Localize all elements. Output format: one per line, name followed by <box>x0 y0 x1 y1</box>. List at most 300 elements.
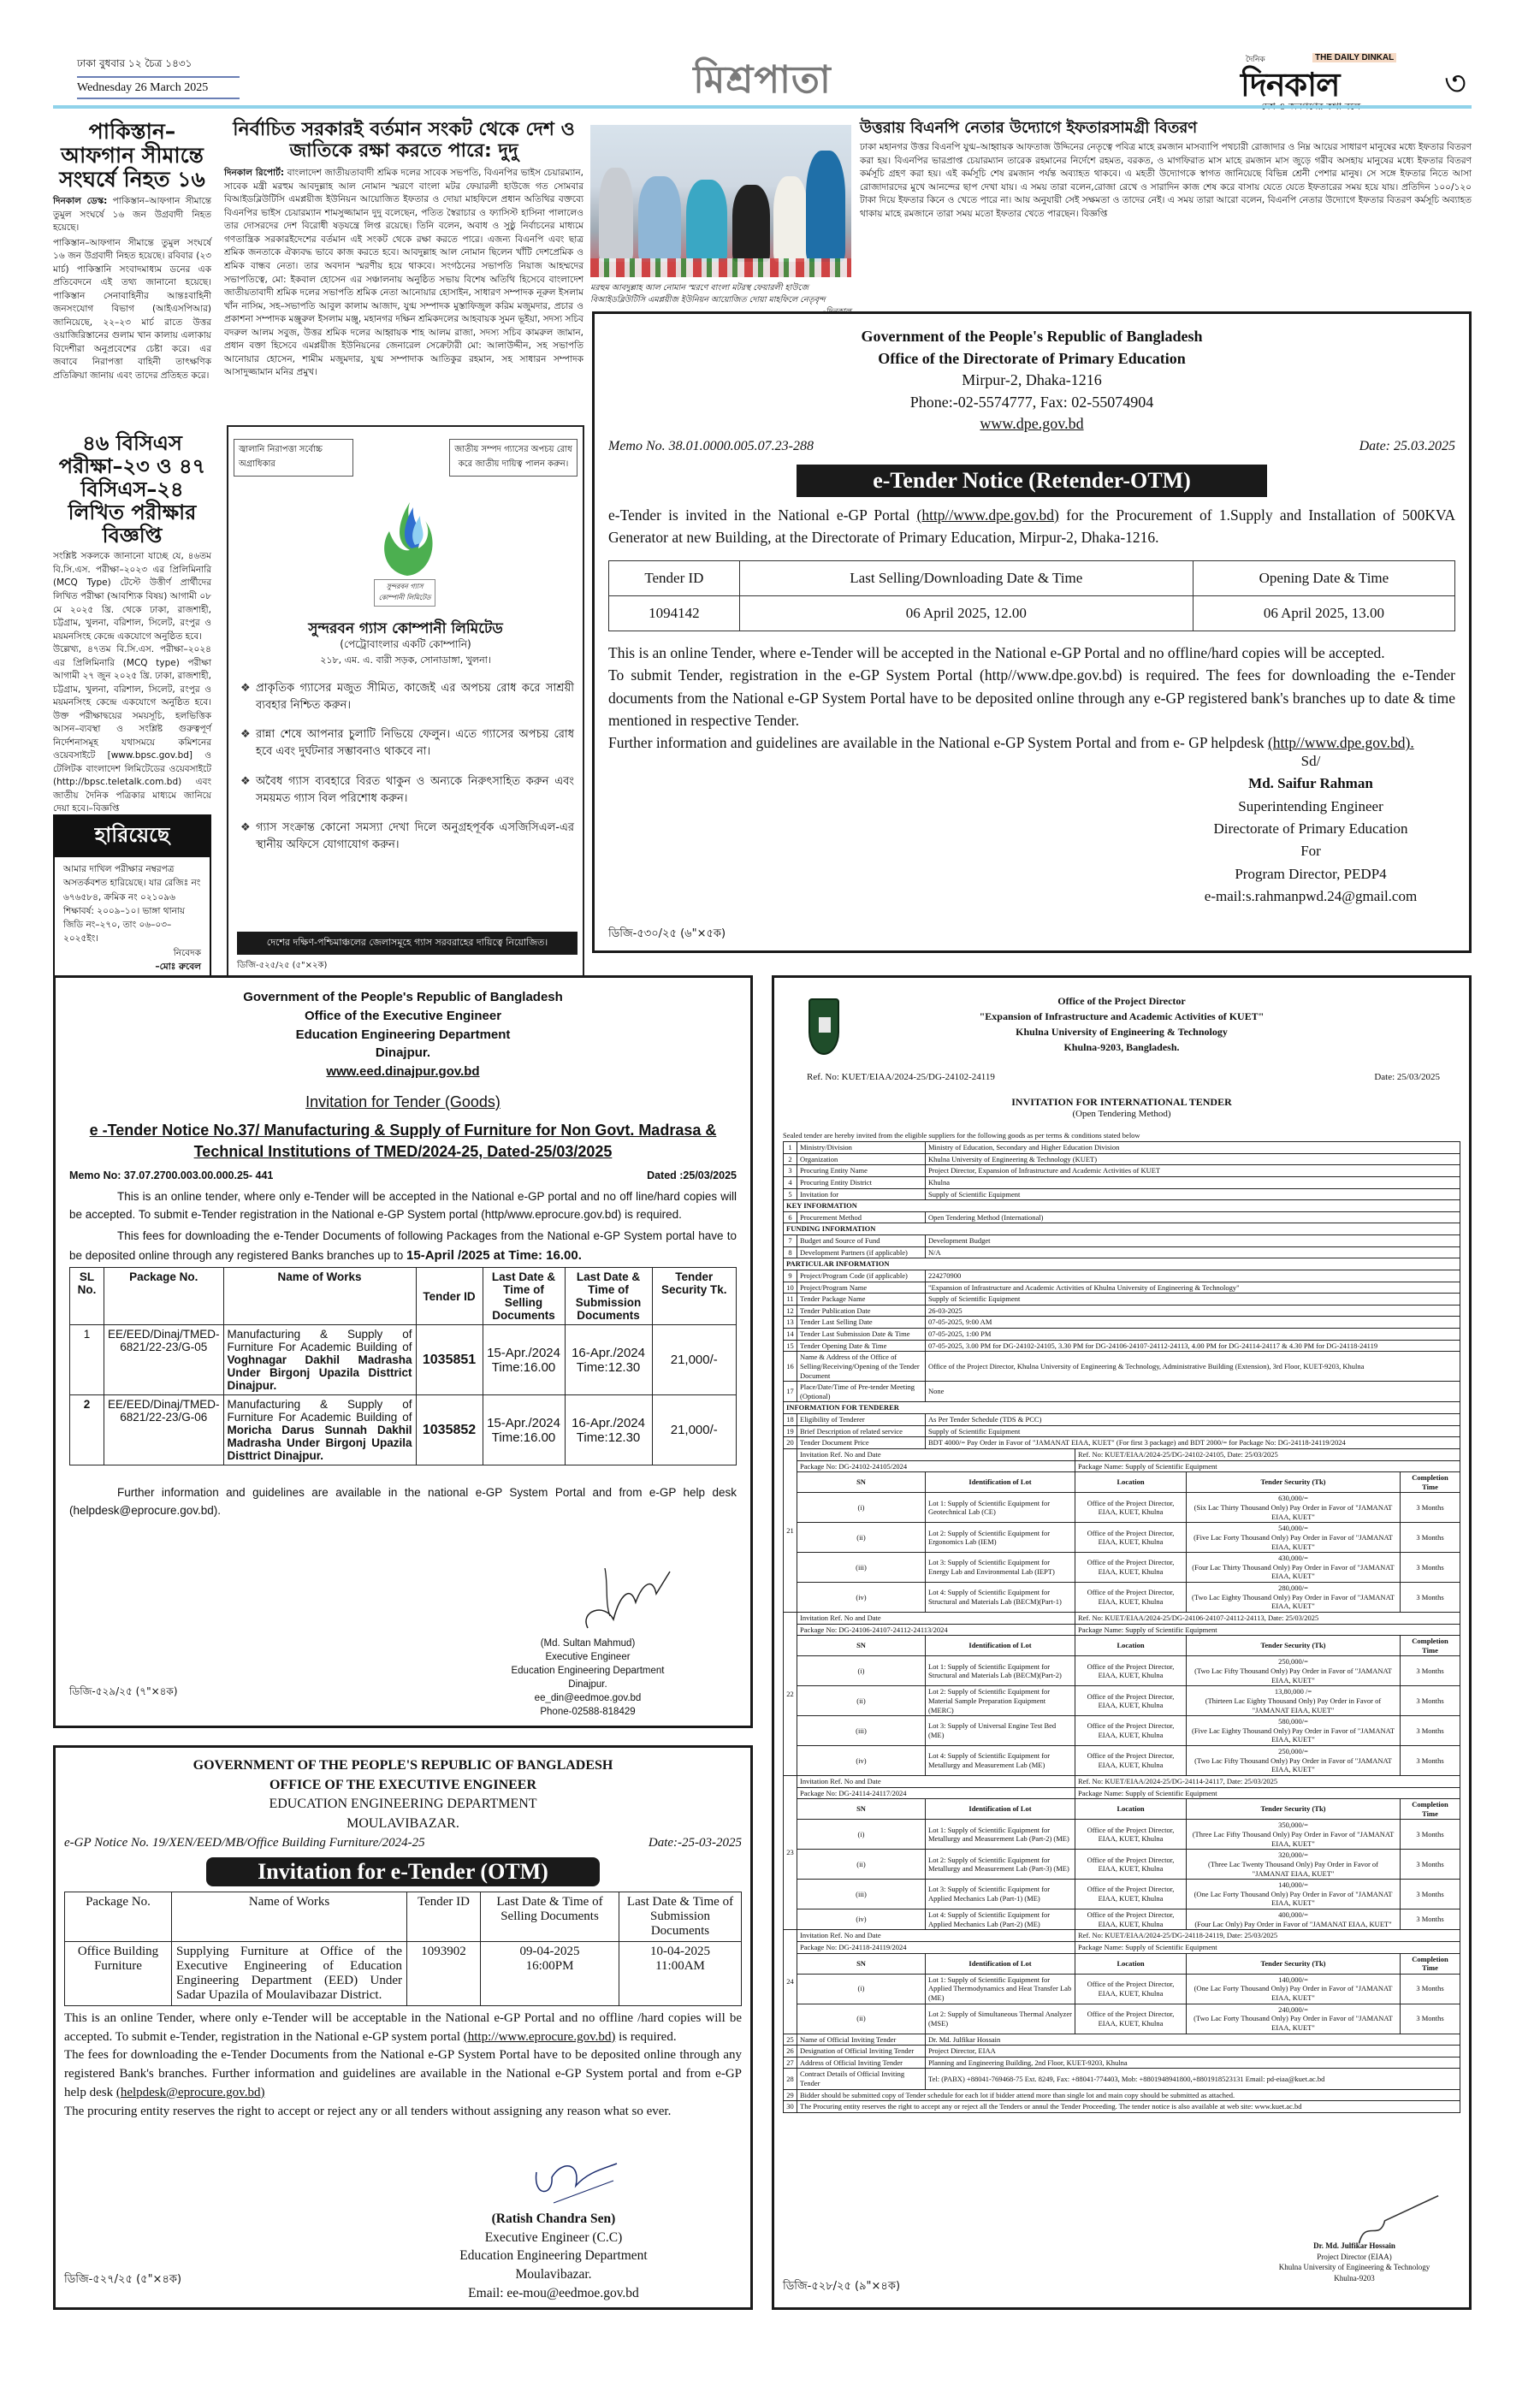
ref-row <box>807 1072 1440 1082</box>
tender-table <box>64 1892 742 2006</box>
security-words: (Five Lac Forty Thousand Only) Pay Order in Favor of "JAMANAT EIAA, KUET" <box>1194 1532 1393 1551</box>
row-number: 6 <box>784 1211 797 1223</box>
lost-text: আমার দাখিল পরীক্ষার নম্বরপত্র অসতর্কবশত হারিয়েছে। যার রেজিঃ নং ৬৭৬৫৮৪, ক্রমিক নং ০২১০৯৬ শিক্ষাবর্ষ: ২০০৯–১০। ভাঙ্গা থানায় জিডি নং–২৭০, তাং ০৬–০৩–২০২৫ইং। <box>63 864 201 944</box>
table-header-row <box>609 561 1455 596</box>
field-label: Brief Description of related service <box>797 1425 926 1437</box>
lot-location: Office of the Project Director, EIAA, KUET, Khulna <box>1075 2004 1187 2034</box>
security-amount: 580,000/= <box>1278 1717 1308 1726</box>
advice-item <box>240 726 574 761</box>
field-label: Invitation Ref. No and Date <box>797 1775 1075 1787</box>
security-amount: 140,000/= <box>1278 1975 1308 1984</box>
body-text: সংশ্লিষ্ট সকলকে জানানো যাচ্ছে যে, ৪৬তম বি.সি.এস. পরীক্ষা–২০২৩ এর প্রিলিমিনারি (MCQ Type) টেস্টে উত্তীর্ণ প্রার্থীদের লিখিত পরীক্ষা (আবশ্যিক বিষয়) আগামী ০৮ মে ২০২৫ খ্রি. থেকে ঢাকা, রাজশাহী, চট্টগ্রাম, খুলনা, বরিশাল, সিলেট, রংপুর ও ময়মনসিংহ কেন্দ্রে একযোগে অনুষ্ঠিত হবে। <box>53 551 211 642</box>
row-number: 3 <box>784 1165 797 1177</box>
for-title: Program Director, PEDP4 <box>1235 865 1387 882</box>
package-name-row <box>784 1787 1460 1799</box>
submission-deadline <box>619 1941 742 2005</box>
completion-time: 3 Months <box>1401 1974 1460 2004</box>
lot-identification: Lot 3: Supply of Scientific Equipment for Energy Lab and Environmental Lab (IEPT) <box>926 1553 1075 1583</box>
signatory-email[interactable]: e-mail:s.rahmanpwd.24@gmail.com <box>1204 888 1418 905</box>
security-words: (Three Lac Twenty Thousand Only) Pay Order in Favor of "JAMANAT EIAA, KUET" <box>1207 1859 1379 1878</box>
lot-row <box>784 1909 1460 1930</box>
security-amount: 350,000/= <box>1278 1821 1308 1830</box>
field-value: Office of the Project Director, Khulna University of Engineering & Technology, Administrative Building (Extension), 3rd Floor, KUET-9203, Khulna <box>926 1352 1460 1382</box>
paragraph: This is an online Tender, where e-Tender will be accepted in the National e-GP Portal and no offline/hard copies will be accepted. <box>608 644 1385 662</box>
package-name: Package Name: Supply of Scientific Equipment <box>1075 1624 1460 1636</box>
field-label: Eligibility of Tenderer <box>797 1414 926 1426</box>
lot-sn: (iii) <box>797 1880 926 1909</box>
issue-date-bn: ঢাকা বুধবার ১২ চৈত্র ১৪৩১ <box>77 56 240 78</box>
intro-text: for the Procurement of 1.Supply and Installation of 500KVA Generator at new Building, at the Directorate of Primary Education, Mirpur-2, Dhaka-1216. <box>608 506 1456 546</box>
table-row <box>784 1142 1460 1154</box>
paragraph-text: This is an online Tender, where only e-Tender will be acceptable in the National e-GP Portal and no offline /hard copies will be accepted. To submit e-Tender, registration in the National e-GP system portal <box>64 2010 742 2044</box>
table-row <box>784 1352 1460 1382</box>
signatory-email[interactable]: ee_din@eedmoe.gov.bd <box>534 1693 642 1704</box>
kuet-international-tender-notice <box>772 975 1472 2310</box>
security-words: (One Lac Forty Thousand Only) Pay Order in Favor of "JAMANAT EIAA, KUET" <box>1194 1984 1393 2002</box>
signatory-title: Executive Engineer (C.C) <box>484 2229 623 2245</box>
tender-security <box>1187 1909 1401 1930</box>
security-amount: 320,000/= <box>1278 1850 1308 1860</box>
security-words: (Five Lac Eighty Thousand Only) Pay Order in Favor of "JAMANAT EIAA, KUET" <box>1191 1726 1395 1744</box>
header-line: Khulna-9203, Bangladesh. <box>1063 1041 1180 1053</box>
field-value: 07-05-2025, 1:00 PM <box>926 1329 1460 1341</box>
tender-security <box>1187 1583 1401 1613</box>
tender-security <box>1187 2004 1401 2034</box>
logo-english: THE DAILY DINKAL <box>1312 53 1396 62</box>
notice-subtitle: (Open Tendering Method) <box>1072 1109 1171 1119</box>
signatory-office: Education Engineering Department <box>511 1666 665 1677</box>
paragraph <box>64 2046 742 2102</box>
signature-block <box>425 2210 682 2302</box>
completion-time: 3 Months <box>1401 1523 1460 1553</box>
selling-deadline <box>481 1941 619 2005</box>
column-header: Package No. <box>104 1268 224 1325</box>
signatory-phone: Phone-02588-818429 <box>540 1707 636 1718</box>
field-label: Invitation Ref. No and Date <box>797 1612 1075 1624</box>
row-number: 5 <box>784 1188 797 1200</box>
header-line: Government of the People's Republic of Bangladesh <box>243 990 563 1004</box>
body-text: পাকিস্তান–আফগান সীমান্তে তুমুল সংঘর্ষে ১৬ জন উগ্রবাদী নিহত হয়েছে। রবিবার (২৩ মার্চ) পাকিস্তানি সংবাদমাধ্যম ডনের এক প্রতিবেদনে এই তথ্য জানানো হয়েছে। পাকিস্তান সেনাবাহিনীর আন্তঃবাহিনী জনসংযোগ বিভাগ (আইএসপিআর) জানিয়েছে, ২২–২৩ মার্চ রাতে উত্তর ওয়াজিরিস্তানের গুলাম খান কালায় এলাকায় বিদেশীরা অনুপ্রবেশের চেষ্টা করে। এর জবাবে নিরাপত্তা বাহিনী তাৎক্ষণিক প্রতিক্রিয়া জানায় এবং তাদের প্রতিহত করে। <box>53 237 211 381</box>
field-value: Khulna <box>926 1176 1460 1188</box>
intro-text: Sealed tender are hereby invited from the eligible suppliers for the following goods as per terms & conditions stated below <box>783 1131 1140 1140</box>
field-label: Tender Opening Date & Time <box>797 1340 926 1352</box>
field-value: None <box>926 1382 1460 1402</box>
date: 09-04-2025 <box>519 1944 580 1958</box>
field-value: Project Director, Expansion of Infrastructure and Academic Activities of KUET <box>926 1165 1460 1177</box>
column-header: Tender ID <box>407 1892 481 1941</box>
lot-location: Office of the Project Director, EIAA, KUET, Khulna <box>1075 1583 1187 1613</box>
paragraph: Further information and guidelines are available in the national e-GP System Portal and from e-GP help desk (helpdesk@eprocure.gov.bd). <box>69 1486 737 1518</box>
time: Time:16.00 <box>491 1430 556 1445</box>
notice-banner: Invitation for e-Tender (OTM) <box>206 1857 600 1886</box>
paragraph: To submit Tender, registration in the e-GP System Portal (http//www.dpe.gov.bd) is required. The fees for downloading the e-Tender documents from the National e-GP System Portal have to be deposited online through any e-GP registered bank's branches up to date & time mentioned in respective Tender. <box>608 666 1455 729</box>
package-no: Office Building Furniture <box>65 1941 172 2005</box>
lot-sn: (iv) <box>797 1909 926 1930</box>
header-line: Phone:-02-5574777, Fax: 02-55074904 <box>909 393 1154 411</box>
tender-security: 21,000/- <box>652 1395 736 1465</box>
tender-security <box>1187 1820 1401 1850</box>
column-header: Name of Works <box>223 1268 416 1325</box>
lot-location: Office of the Project Director, EIAA, KUET, Khulna <box>1075 1909 1187 1930</box>
for-label: For <box>1300 843 1321 860</box>
time: 16:00PM <box>525 1958 574 1973</box>
dinajpur-eed-tender-notice <box>53 975 753 1728</box>
news-pak-afghan <box>53 120 211 384</box>
diamond-bullet-icon: ❖ <box>240 820 251 834</box>
date: 15-Apr./2024 <box>487 1345 560 1360</box>
security-words: (Four Lac Only) Pay Order in Favor of "JAMANAT EIAA, KUET" <box>1194 1919 1392 1928</box>
diamond-bullet-icon: ❖ <box>240 682 251 695</box>
column-header: Completion Time <box>1401 1472 1460 1493</box>
dpe-tender-notice <box>592 311 1472 953</box>
column-header: Tender Security Tk. <box>652 1268 736 1325</box>
field-value: Supply of Scientific Equipment <box>926 1294 1460 1306</box>
field-value: Dr. Md. Julfikar Hossain <box>926 2034 1460 2046</box>
field-label: Organization <box>797 1153 926 1165</box>
field-label: Development Partners (if applicable) <box>797 1246 926 1258</box>
header-line: Khulna University of Engineering & Technology <box>1016 1026 1228 1038</box>
package-number: Package No: DG-24102-24105/2024 <box>797 1460 1075 1472</box>
security-words: (Six Lac Thirty Thousand Only) Pay Order in Favor of "JAMANAT EIAA, KUET" <box>1194 1503 1393 1521</box>
website-link[interactable]: www.eed.dinajpur.gov.bd <box>326 1064 480 1079</box>
field-label: Name of Official Inviting Tender <box>797 2034 926 2046</box>
helpdesk-link[interactable]: (http//www.dpe.gov.bd). <box>1267 734 1414 752</box>
table-row <box>784 2089 1460 2101</box>
package-name-row <box>784 1624 1460 1636</box>
package-ref-row <box>784 1930 1460 1942</box>
lot-header-row <box>784 1636 1460 1656</box>
portal-link[interactable]: (http//www.dpe.gov.bd) <box>916 506 1059 524</box>
column-header: Name of Works <box>172 1892 407 1941</box>
row-number: 8 <box>784 1246 797 1258</box>
column-header: Tender Security (Tk) <box>1187 1799 1401 1820</box>
security-words: (Two Lac Eighty Thousand Only) Pay Order in Favor of "JAMANAT EIAA, KUET" <box>1192 1592 1395 1611</box>
security-amount: 540,000/= <box>1278 1524 1308 1533</box>
lot-sn: (i) <box>797 1820 926 1850</box>
table-row <box>784 1176 1460 1188</box>
works-institution: Voghnagar Dakhil Madrasha Under Birgonj Upazila Disttrict Dinajpur. <box>227 1353 412 1393</box>
advice-list <box>240 680 574 866</box>
tender-id: 1093902 <box>407 1941 481 2005</box>
field-value: Ref. No: KUET/EIAA/2024-25/DG-24102-24105, Date: 25/03/2025 <box>1075 1448 1460 1460</box>
kuet-crest-icon <box>808 998 839 1055</box>
time: 11:00AM <box>655 1958 705 1973</box>
notice-header <box>608 326 1455 435</box>
lot-row <box>784 1583 1460 1613</box>
security-amount: 13,80,000 /= <box>1274 1687 1312 1696</box>
table-row <box>784 1153 1460 1165</box>
newspaper-logo <box>1210 51 1466 113</box>
lot-location: Office of the Project Director, EIAA, KUET, Khulna <box>1075 1974 1187 2004</box>
opening-date: 06 April 2025, 13.00 <box>1193 596 1454 631</box>
lot-identification: Lot 2: Supply of Scientific Equipment for Metallurgy and Measurement Lab (Part-3) (ME) <box>926 1850 1075 1880</box>
signatory-place: Khulna-9203 <box>1334 2273 1375 2282</box>
field-label: Contract Details of Official Inviting Tender <box>797 2069 926 2089</box>
signatory-name: (Ratish Chandra Sen) <box>491 2211 616 2226</box>
package-number: Package No: DG-24118-24119/2024 <box>797 1941 1075 1953</box>
lot-row <box>784 1880 1460 1909</box>
selling-deadline <box>483 1395 565 1465</box>
lot-location: Office of the Project Director, EIAA, KUET, Khulna <box>1075 1820 1187 1850</box>
lede: পাকিস্তান–আফগান সীমান্তে তুমুল সংঘর্ষে ১৬ জন উগ্রবাদী নিহত হয়েছে। <box>53 196 211 234</box>
field-label: Invitation for <box>797 1188 926 1200</box>
lot-row <box>784 2004 1460 2034</box>
signatory-title: Superintending Engineer <box>1238 797 1383 814</box>
paragraph <box>69 1228 737 1265</box>
field-value: 07-05-2025, 9:00 AM <box>926 1317 1460 1329</box>
completion-time: 3 Months <box>1401 1850 1460 1880</box>
ad-code: ডিজি-৫২৫/২৫ (৫"×২ক) <box>237 961 328 970</box>
sl-no: 2 <box>70 1395 104 1465</box>
header-line: "Expansion of Infrastructure and Academic Activities of KUET" <box>979 1010 1265 1022</box>
photo-figure <box>773 176 808 262</box>
header-line: GOVERNMENT OF THE PEOPLE'S REPUBLIC OF BANGLADESH <box>192 1758 613 1773</box>
column-header: Location <box>1075 1472 1187 1493</box>
lot-identification: Lot 3: Supply of Universal Engine Test Bed (ME) <box>926 1716 1075 1746</box>
lot-sn: (i) <box>797 1974 926 2004</box>
table-row <box>784 1294 1460 1306</box>
package-ref-row <box>784 1448 1460 1460</box>
row-number: 20 <box>784 1437 797 1449</box>
column-header: Identification of Lot <box>926 1953 1075 1974</box>
field-value: 224270900 <box>926 1270 1460 1282</box>
tender-security <box>1187 1656 1401 1686</box>
sd-mark: Sd/ <box>1300 753 1321 769</box>
column-header: Location <box>1075 1799 1187 1820</box>
row-number: 18 <box>784 1414 797 1426</box>
header-line: Education Engineering Department <box>295 1027 511 1042</box>
security-words: (Four Lac Thirty Thousand Only) Pay Order in Favor of "JAMANAT EIAA, KUET" <box>1192 1562 1395 1581</box>
field-label: Tender Package Name <box>797 1294 926 1306</box>
row-number: 7 <box>784 1235 797 1247</box>
security-words: (Two Lac Forty Thousand Only) Pay Order in Favor of "JAMANAT EIAA, KUET" <box>1194 2014 1393 2032</box>
lot-row <box>784 1820 1460 1850</box>
table-row <box>784 1235 1460 1247</box>
intro-paragraph <box>608 504 1455 549</box>
tender-id: 1094142 <box>609 596 740 631</box>
diamond-bullet-icon: ❖ <box>240 728 251 742</box>
table-row <box>784 1382 1460 1402</box>
table-row <box>784 1305 1460 1317</box>
security-amount: 280,000/= <box>1278 1584 1308 1592</box>
column-header: SL No. <box>70 1268 104 1325</box>
completion-time: 3 Months <box>1401 1656 1460 1686</box>
ad-code: ডিজি-৫২৯/২৫ (৭"×৪ক) <box>69 1685 178 1697</box>
lost-sign-name: –মোঃ রুবেল <box>155 961 201 972</box>
row-number: 4 <box>784 1176 797 1188</box>
memo-row <box>69 1169 737 1181</box>
security-amount: 250,000/= <box>1278 1747 1308 1756</box>
logo-bangla: দিনকাল <box>1241 66 1340 104</box>
lot-location: Office of the Project Director, EIAA, KUET, Khulna <box>1075 1523 1187 1553</box>
row-number: 2 <box>784 1153 797 1165</box>
photo-figure <box>638 176 681 262</box>
submission-deadline <box>565 1395 652 1465</box>
advice-text: রান্না শেষে আপনার চুলাটি নিভিয়ে ফেলুন। এতে গ্যাসের অপচয় রোধ হবে এবং দুর্ঘটনার সম্ভাবনাও থাকবে না। <box>256 728 574 759</box>
security-amount: 630,000/= <box>1278 1494 1308 1503</box>
news-dudu <box>224 120 583 380</box>
tender-security <box>1187 1716 1401 1746</box>
section-title: PARTICULAR INFORMATION <box>784 1258 1460 1270</box>
table-row <box>784 1329 1460 1341</box>
body-text: ঢাকা মহানগর উত্তর বিএনপি যুগ্ম–আহ্বায়ক আফতাজ উদ্দিনের নেতৃত্বে পবিত্র মাহে রমজান মাসব্যাপি পথচারী রোজাদার ও নিম্ন আয়ের সাধারণ মানুষের মধ্যে ইফতার বিতরণ করা হয়। বিএনপির ভারপ্রাপ্ত চেয়ারম্যান তারেক রহমানের নির্দেশে রহমত, বরকত, ও মাগফিরাত মাস মাহে রমজান মাস জুড়ে গরীব অসহায় মানুষের মধ্যে ইফতার বিতরণ কর্মসূচি গ্রহণ করা হয়। এই কর্মসূচি শেষ রমজান পর্যন্ত অব্যাহত থাকবে। এ মহতী উদ্যোগকে স্বাগত জানিয়েছে বিভিন্ন শ্রেনী পেশার মানুষ। সে সঙ্গে ইফতার নিতে আসা রোজাদারদের মুখে আনন্দের ছাপ দেখা যায়। এ সময় তারা বলেন,রোজা রেখে ও সারাদিন কাজ শেষ করে বাসায় যেতে যেতে ইফতারের সময় হয়ে যায়। প্রতিদিন ১০০/১২০ টাকা দিয়ে ইফতার কিনে ও খেতে পারে না। আয় অনুযায়ী সেই সক্ষমতা ও তাদের নেই। এ সময় তারা আরো বলেন, বিএনপি নেতার উদ্যোগে ইফতার বিতরণ কর্মসূচি অব্যাহত থাকায় মাহে রমজানে তারা সময় মতো ইফতার খেতে পারছেন। বিজ্ঞপ্তি <box>860 142 1472 219</box>
completion-time: 3 Months <box>1401 1716 1460 1746</box>
row-number: 10 <box>784 1282 797 1294</box>
news-uttara-iftar <box>860 120 1472 221</box>
signatory-office: Khulna University of Engineering & Technology <box>1278 2263 1430 2272</box>
table-row <box>784 2069 1460 2089</box>
lot-location: Office of the Project Director, EIAA, KUET, Khulna <box>1075 1746 1187 1776</box>
security-words: (Two Lac Fifty Thousand Only) Pay Order in Favor of "JAMANAT EIAA, KUET" <box>1194 1667 1392 1684</box>
column-header: Identification of Lot <box>926 1472 1075 1493</box>
table-row <box>70 1325 737 1395</box>
handwritten-signature-icon <box>528 2155 622 2206</box>
signatory-email[interactable]: Email: ee-mou@eedmoe.gov.bd <box>468 2285 639 2300</box>
column-header: Identification of Lot <box>926 1636 1075 1656</box>
selling-deadline <box>483 1325 565 1395</box>
lot-sn: (iii) <box>797 1716 926 1746</box>
tender-table <box>608 560 1455 631</box>
lot-row <box>784 1553 1460 1583</box>
works-name <box>223 1395 416 1465</box>
lot-identification: Lot 1: Supply of Scientific Equipment for Applied Thermodynamics and Heat Transfer Lab (ME) <box>926 1974 1075 2004</box>
lot-identification: Lot 1: Supply of Scientific Equipment for Metallurgy and Measurement Lab (Part-2) (ME) <box>926 1820 1075 1850</box>
completion-time: 3 Months <box>1401 1909 1460 1930</box>
field-value: Bidder should be submitted copy of Tender schedule for each lot if bidder attend more than single lot and main copy should be submitted as attached. <box>797 2089 1460 2101</box>
table-row <box>784 1282 1460 1294</box>
advice-text: প্রাকৃতিক গ্যাসের মজুত সীমিত, কাজেই এর অপচয় রোধ করে সাশ্রয়ী ব্যবহার নিশ্চিত করুন। <box>256 682 574 713</box>
photo-figure <box>686 180 727 262</box>
field-label: Procuring Entity District <box>797 1176 926 1188</box>
row-number: 25 <box>784 2034 797 2046</box>
field-value: Ministry of Education, Secondary and Higher Education Division <box>926 1142 1460 1154</box>
lot-identification: Lot 1: Supply of Scientific Equipment for Structural and Materials Lab (BECM)(Part-2) <box>926 1656 1075 1686</box>
helpdesk-link[interactable]: (helpdesk@eprocure.gov.bd) <box>116 2085 265 2099</box>
field-value: Tel: (PABX) +88041-769468-75 Ext. 8249, Fax: +88041-774403, Mob: +8801948941800,+8801918523131 Email: pd-eiaa@kuet.ac.bd <box>926 2069 1460 2089</box>
field-label: Project/Program Code (if applicable) <box>797 1270 926 1282</box>
article-body <box>53 550 211 816</box>
table-header-row <box>65 1892 742 1941</box>
lot-sn: (ii) <box>797 1523 926 1553</box>
lot-identification: Lot 4: Supply of Scientific Equipment for Structural and Materials Lab (BECM)(Part-1) <box>926 1583 1075 1613</box>
time: Time:16.00 <box>491 1359 556 1375</box>
memo-row <box>608 439 1455 454</box>
field-label: Tender Last Submission Date & Time <box>797 1329 926 1341</box>
website-link[interactable]: www.dpe.gov.bd <box>980 415 1084 433</box>
lot-row <box>784 1686 1460 1716</box>
invitation-heading: Invitation for Tender (Goods) <box>305 1092 500 1110</box>
ad-tag-right: জাতীয় সম্পদ গ্যাসের অপচয় রোধ করে জাতীয় দায়িত্ব পালন করুন। <box>449 439 578 477</box>
lot-row <box>784 1974 1460 2004</box>
advice-text: গ্যাস সংক্রান্ত কোনো সমস্যা দেখা দিলে অনুগ্রহপূর্বক এসজিসিএল-এর স্থানীয় অফিসে যোগাযোগ করুন। <box>256 820 574 851</box>
lot-location: Office of the Project Director, EIAA, KUET, Khulna <box>1075 1716 1187 1746</box>
lot-row <box>784 1716 1460 1746</box>
notice-header <box>783 993 1460 1055</box>
field-value: 26-03-2025 <box>926 1305 1460 1317</box>
column-header: Completion Time <box>1401 1799 1460 1820</box>
lot-sn: (iv) <box>797 1746 926 1776</box>
field-label: Ministry/Division <box>797 1142 926 1154</box>
news-photo <box>590 125 851 277</box>
field-value: Planning and Engineering Building, 2nd Floor, KUET-9203, Khulna <box>926 2057 1460 2069</box>
header-line: Dinajpur. <box>375 1045 431 1061</box>
column-header: Location <box>1075 1953 1187 1974</box>
tender-table <box>69 1267 737 1465</box>
security-amount: 400,000/= <box>1278 1910 1308 1919</box>
signatory-place: Moulavibazar. <box>515 2267 592 2282</box>
tender-security <box>1187 1850 1401 1880</box>
row-number: 22 <box>784 1612 797 1775</box>
security-words: (Thirteen Lac Eighty Thousand Only) Pay Order in Favor of "JAMANAT EIAA, KUET" <box>1205 1696 1382 1714</box>
ad-footer-band: দেশের দক্ষিণ-পশ্চিমাঞ্চলের জেলাসমূহে গ্যাস সরবরাহের দায়িত্বে নিয়োজিত। <box>237 932 578 955</box>
package-name-row <box>784 1941 1460 1953</box>
byline: দিনকাল ডেস্ক: <box>53 196 108 206</box>
column-header: Completion Time <box>1401 1953 1460 1974</box>
lost-notice <box>53 814 211 977</box>
signatory-office: Directorate of Primary Education <box>1213 820 1408 838</box>
headline: পাকিস্তান–আফগান সীমান্তে সংঘর্ষে নিহত ১৬ <box>59 119 205 192</box>
lot-sn: (ii) <box>797 1850 926 1880</box>
works-text: Manufacturing & Supply of Furniture For Academic Building of <box>227 1398 412 1424</box>
row-number: 16 <box>784 1352 797 1382</box>
field-value: Supply of Scientific Equipment <box>926 1425 1460 1437</box>
table-row <box>784 1165 1460 1177</box>
column-header: SN <box>797 1636 926 1656</box>
portal-link[interactable]: (http://www.eprocure.gov.bd) <box>463 2029 616 2044</box>
lot-identification: Lot 2: Supply of Scientific Equipment for Material Sample Preparation Equipment (MERC) <box>926 1686 1075 1716</box>
column-header: Opening Date & Time <box>1193 561 1454 596</box>
column-header: Tender Security (Tk) <box>1187 1472 1401 1493</box>
lot-identification: Lot 2: Supply of Simultaneous Thermal Analyzer (MSE) <box>926 2004 1075 2034</box>
lot-sn: (i) <box>797 1493 926 1523</box>
security-words: (One Lac Forty Thousand Only) Pay Order in Favor of "JAMANAT EIAA, KUET" <box>1194 1889 1393 1908</box>
field-value: 07-05-2025, 3.00 PM for DG-24102-24105, 3.30 PM for DG-24106-24107-24112-24113, 4.00 PM for DG-24114-24117 & 4.30 PM for DG-24118-24119 <box>926 1340 1460 1352</box>
lot-location: Office of the Project Director, EIAA, KUET, Khulna <box>1075 1493 1187 1523</box>
advice-text: অবৈধ গ্যাস ব্যবহারে বিরত থাকুন ও অন্যকে নিরুৎসাহিত করুন এবং সময়মত গ্যাস বিল পরিশোধ করুন। <box>256 774 574 805</box>
lot-row <box>784 1850 1460 1880</box>
row-number: 21 <box>784 1448 797 1612</box>
headline: ৪৬ বিসিএস পরীক্ষা–২৩ ও ৪৭ বিসিএস–২৪ লিখিত পরীক্ষার বিজ্ঞপ্তি <box>58 431 206 548</box>
row-number: 14 <box>784 1329 797 1341</box>
header-line: Office of the Project Director <box>1057 995 1186 1007</box>
paragraph-text: The fees for downloading the e-Tender Documents from the National e-GP System Portal have to be deposited online through any registered Bank's branches. Further information and guidelines are available in the National e-GP System portal and from e-GP help desk <box>64 2048 742 2099</box>
paragraph-text: This fees for downloading the e-Tender Documents of following Packages from the National e-GP System portal have to be deposited online through any registered Banks branches up to <box>69 1229 737 1262</box>
time: Time:12.30 <box>576 1430 641 1445</box>
lot-row <box>784 1523 1460 1553</box>
column-header: Tender Security (Tk) <box>1187 1953 1401 1974</box>
completion-time: 3 Months <box>1401 1686 1460 1716</box>
notice-header <box>69 988 737 1081</box>
section-row <box>784 1223 1460 1235</box>
table-row <box>65 1941 742 2005</box>
field-label: Tender Last Selling Date <box>797 1317 926 1329</box>
row-number: 24 <box>784 1930 797 2034</box>
advice-item <box>240 820 574 854</box>
signature-block <box>1170 750 1452 908</box>
column-header: Last Date & Time of Selling Documents <box>481 1892 619 1941</box>
table-row <box>784 2034 1460 2046</box>
table-header-row <box>70 1268 737 1325</box>
date: 10-04-2025 <box>650 1944 710 1958</box>
memo-number: Memo No: 37.07.2700.003.00.000.25- 441 <box>69 1169 274 1182</box>
row-number: 12 <box>784 1305 797 1317</box>
package-ref-row <box>784 1775 1460 1787</box>
paragraph-text: is required. <box>619 2029 677 2044</box>
intro-text: e-Tender is invited in the National e-GP Portal <box>608 506 910 524</box>
headline: উত্তরায় বিএনপি নেতার উদ্যোগে ইফতারসামগ্রী বিতরণ <box>860 119 1198 137</box>
lot-identification: Lot 2: Supply of Scientific Equipment for Ergonomics Lab (IEM) <box>926 1523 1075 1553</box>
lot-identification: Lot 1: Supply of Scientific Equipment for Geotechnical Lab (CE) <box>926 1493 1075 1523</box>
